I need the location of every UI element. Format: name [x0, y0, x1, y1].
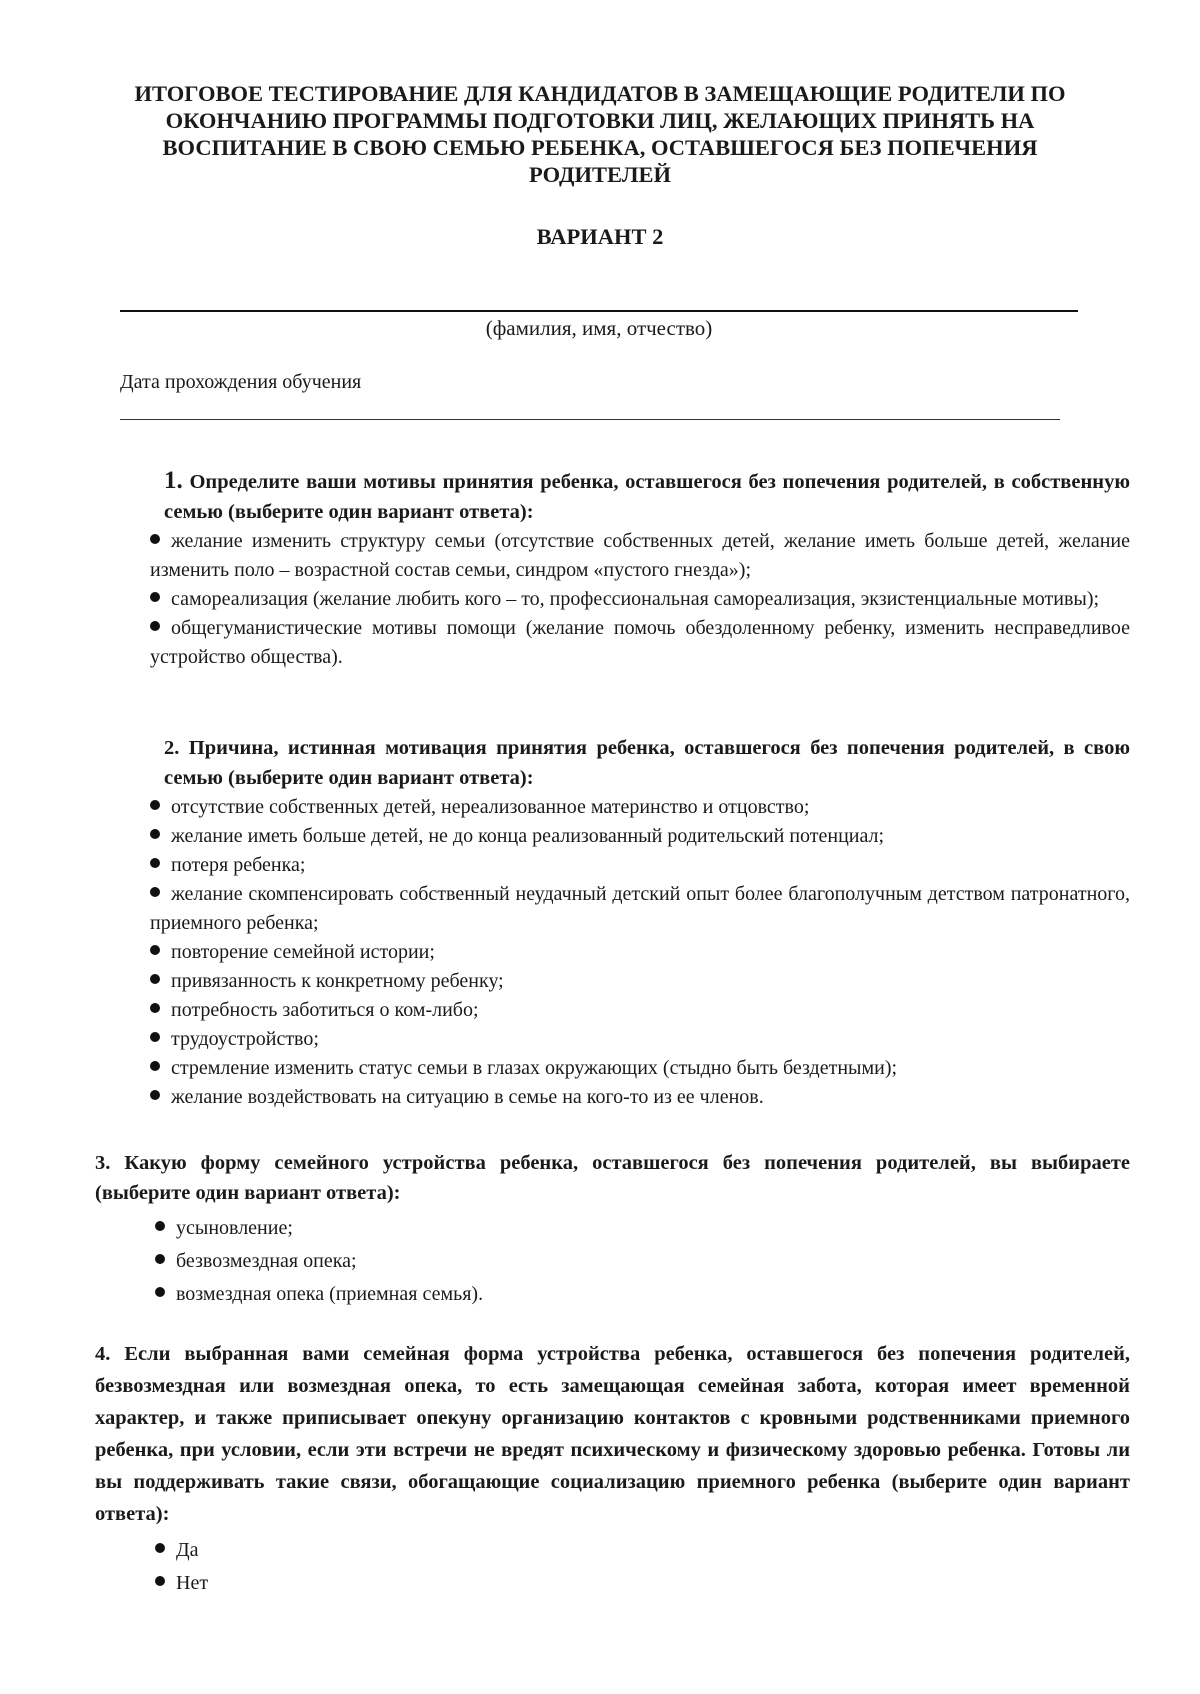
bullet-icon	[155, 1254, 165, 1264]
answer-option-text: желание воздействовать на ситуацию в семье на кого-то из ее членов.	[171, 1086, 764, 1108]
question-1-options	[150, 527, 1130, 672]
answer-option[interactable]	[155, 1245, 1130, 1278]
question-2-text: Причина, истинная мотивация принятия ребенка, оставшегося без попечения родителей, в свою семью (выберите один вариант ответа):	[164, 737, 1130, 789]
question-1	[150, 466, 1130, 672]
bullet-icon	[155, 1576, 165, 1586]
variant-label: ВАРИАНТ 2	[536, 224, 664, 249]
answer-option[interactable]	[150, 822, 1130, 851]
question-1-title	[150, 466, 1130, 527]
question-3	[95, 1148, 1130, 1311]
training-date-label: Дата прохождения обучения	[120, 371, 362, 393]
answer-option[interactable]	[150, 996, 1130, 1025]
answer-option-text: потребность заботиться о ком-либо;	[171, 999, 479, 1021]
question-2-options	[150, 793, 1130, 1112]
answer-option-text: возмездная опека (приемная семья).	[176, 1283, 484, 1305]
answer-option[interactable]	[150, 585, 1130, 614]
answer-option[interactable]	[155, 1212, 1130, 1245]
answer-option-text: стремление изменить статус семьи в глазах окружающих (стыдно быть бездетными);	[171, 1057, 898, 1079]
answer-option-text: Да	[176, 1539, 199, 1561]
question-1-text: Определите ваши мотивы принятия ребенка, оставшегося без попечения родителей, в собственную семью (выберите один вариант ответа):	[164, 471, 1131, 523]
question-3-options	[95, 1212, 1130, 1311]
bullet-icon	[150, 592, 160, 602]
answer-option[interactable]	[150, 880, 1130, 938]
answer-option-text: желание изменить структуру семьи (отсутствие собственных детей, желание иметь больше детей, желание изменить поло – возрастной состав семьи, синдром «пустого гнезда»);	[150, 530, 1130, 581]
document-title: ИТОГОВОЕ ТЕСТИРОВАНИЕ ДЛЯ КАНДИДАТОВ В ЗАМЕЩАЮЩИЕ РОДИТЕЛИ ПО ОКОНЧАНИЮ ПРОГРАММЫ ПОДГОТОВКИ ЛИЦ, ЖЕЛАЮЩИХ ПРИНЯТЬ НА ВОСПИТАНИЕ В СВОЮ СЕМЬЮ РЕБЕНКА, ОСТАВШЕГОСЯ БЕЗ ПОПЕЧЕНИЯ РОДИТЕЛЕЙ	[134, 81, 1066, 187]
answer-option[interactable]	[150, 1083, 1130, 1112]
answer-option-text: привязанность к конкретному ребенку;	[171, 970, 504, 992]
answer-option-text: усыновление;	[176, 1217, 293, 1239]
answer-option-text: безвозмездная опека;	[176, 1250, 357, 1272]
answer-option[interactable]	[150, 938, 1130, 967]
question-2	[150, 733, 1130, 1112]
answer-option-text: трудоустройство;	[171, 1028, 319, 1050]
question-2-title	[150, 733, 1130, 793]
bullet-icon	[150, 1003, 160, 1013]
answer-option-text: самореализация (желание любить кого – то, профессиональная самореализация, экзистенциальные мотивы);	[171, 588, 1100, 610]
answer-option[interactable]	[150, 527, 1130, 585]
bullet-icon	[150, 1090, 160, 1100]
answer-option[interactable]	[150, 967, 1130, 996]
bullet-icon	[150, 800, 160, 810]
full-name-hint: (фамилия, имя, отчество)	[485, 316, 713, 340]
bullet-icon	[150, 1061, 160, 1071]
bullet-icon	[150, 974, 160, 984]
bullet-icon	[155, 1221, 165, 1231]
answer-option[interactable]	[155, 1278, 1130, 1311]
question-4-number: 4.	[95, 1343, 111, 1365]
answer-option[interactable]	[150, 851, 1130, 880]
answer-option[interactable]	[155, 1534, 1130, 1567]
bullet-icon	[150, 945, 160, 955]
question-2-number: 2.	[164, 737, 180, 759]
question-1-number: 1.	[164, 467, 183, 494]
question-3-number: 3.	[95, 1152, 111, 1174]
answer-option-text: общегуманистические мотивы помощи (желание помочь обездоленному ребенку, изменить несправедливое устройство общества).	[150, 617, 1130, 668]
answer-option-text: Нет	[176, 1572, 209, 1594]
answer-option[interactable]	[150, 1025, 1130, 1054]
training-date-line[interactable]	[120, 419, 1060, 420]
bullet-icon	[150, 1032, 160, 1042]
question-3-text: Какую форму семейного устройства ребенка, оставшегося без попечения родителей, вы выбираете (выберите один вариант ответа):	[95, 1152, 1131, 1204]
question-3-title	[95, 1148, 1130, 1208]
question-4	[95, 1338, 1130, 1600]
answer-option[interactable]	[150, 793, 1130, 822]
bullet-icon	[155, 1543, 165, 1553]
bullet-icon	[155, 1287, 165, 1297]
question-4-text: Если выбранная вами семейная форма устройства ребенка, оставшегося без попечения родителей, безвозмездная или возмездная опека, то есть замещающая семейная забота, которая имеет временной характер, и также приписывает опекуну организацию контактов с кровными родственниками приемного ребенка, при условии, если эти встречи не вредят психическому и физическому здоровью ребенка. Готовы ли вы поддерживать такие связи, обогащающие социализацию приемного ребенка (выберите один вариант ответа):	[95, 1343, 1131, 1525]
bullet-icon	[150, 858, 160, 868]
bullet-icon	[150, 621, 160, 631]
bullet-icon	[150, 887, 160, 897]
question-4-options	[95, 1534, 1130, 1600]
answer-option-text: повторение семейной истории;	[171, 941, 435, 963]
answer-option-text: потеря ребенка;	[171, 854, 306, 876]
question-4-title	[95, 1338, 1130, 1530]
bullet-icon	[150, 829, 160, 839]
answer-option[interactable]	[155, 1567, 1130, 1600]
full-name-line[interactable]	[120, 310, 1078, 312]
answer-option-text: желание скомпенсировать собственный неудачный детский опыт более благополучным детством патронатного, приемного ребенка;	[150, 883, 1130, 934]
answer-option-text: отсутствие собственных детей, нереализованное материнство и отцовство;	[171, 796, 810, 818]
answer-option[interactable]	[150, 614, 1130, 672]
answer-option[interactable]	[150, 1054, 1130, 1083]
answer-option-text: желание иметь больше детей, не до конца реализованный родительский потенциал;	[171, 825, 885, 847]
bullet-icon	[150, 534, 160, 544]
